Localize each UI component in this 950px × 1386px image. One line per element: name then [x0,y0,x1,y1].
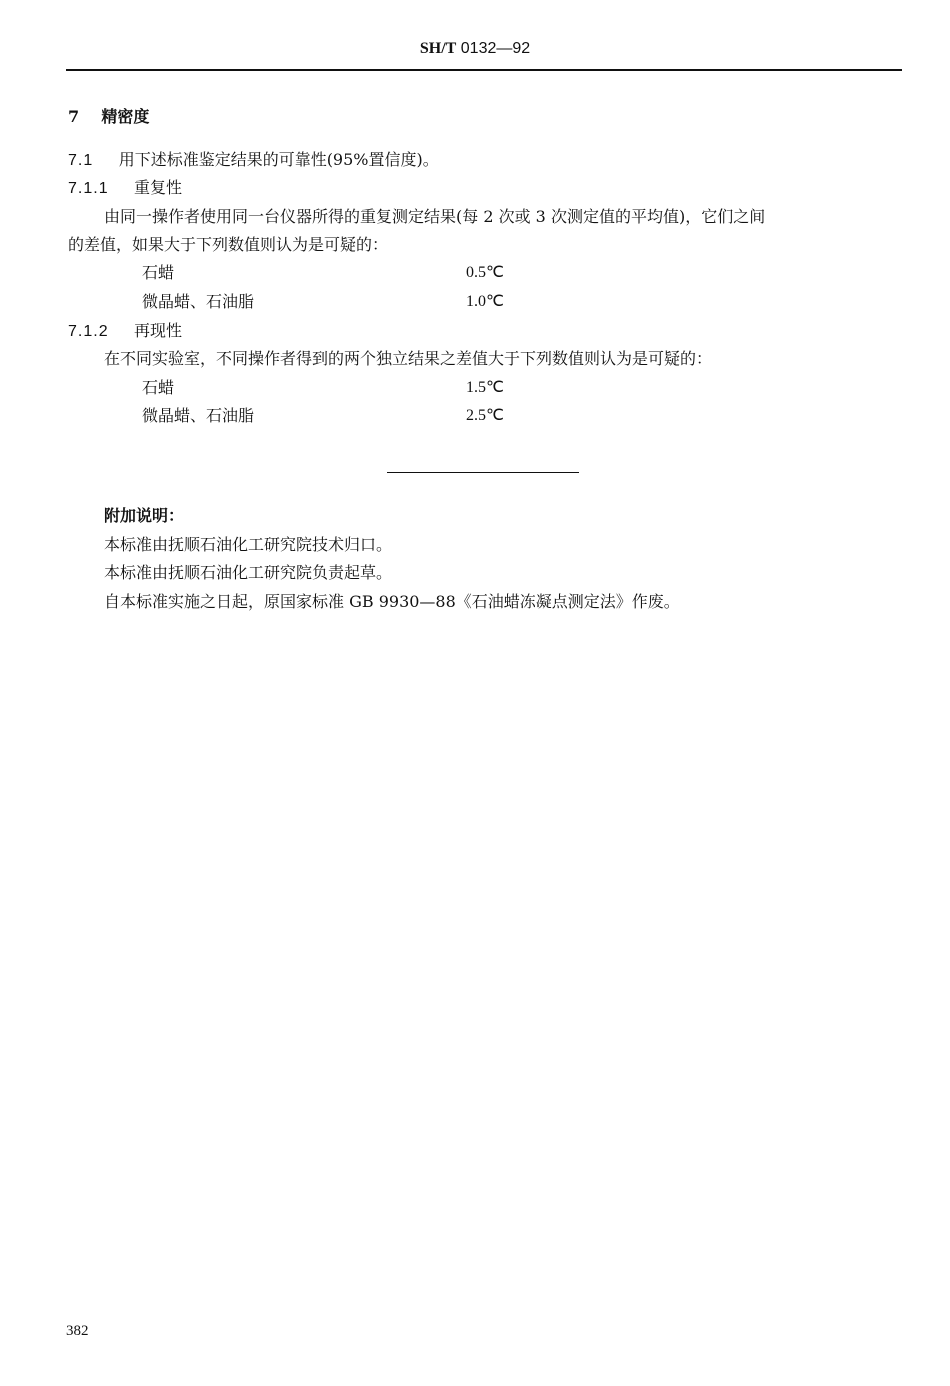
reproducibility-row-value: 2.5℃ [466,407,504,424]
section-7-1 [68,149,439,172]
standard-code-header [0,40,950,58]
section-7-1-2-title: 再现性 [134,321,183,340]
repeatability-row-label: 微晶蜡、石油脂 [142,292,255,311]
notes-line: 自本标准实施之日起，原国家标准 GB 9930—88《石油蜡冻凝点测定法》作废。 [104,592,680,611]
repeatability-paragraph-line2: 的差值，如果大于下列数值则认为是可疑的： [68,235,389,254]
section-7-1-1-number: 7.1.1 [68,180,109,197]
reproducibility-row-label: 石蜡 [142,378,175,397]
notes-line: 本标准由抚顺石油化工研究院技术归口。 [104,535,393,554]
section-7-1-1-heading [68,177,182,200]
section-7-1-text: 用下述标准鉴定结果的可靠性(95%置信度)。 [118,150,439,169]
header-rule [66,69,902,71]
reproducibility-paragraph: 在不同实验室，不同操作者得到的两个独立结果之差值大于下列数值则认为是可疑的： [104,349,713,368]
reproducibility-row-label: 微晶蜡、石油脂 [142,406,255,425]
standard-code-number: 0132—92 [460,40,531,57]
section-7-1-number: 7.1 [68,152,94,169]
section-7-1-2-number: 7.1.2 [68,323,109,340]
notes-title: 附加说明： [104,506,185,525]
section-7-number: 7 [68,107,80,126]
page-number: 382 [66,1323,89,1339]
section-7-1-1-title: 重复性 [134,178,183,197]
repeatability-paragraph-line1: 由同一操作者使用同一台仪器所得的重复测定结果(每 2 次或 3 次测定值的平均值)，它们之间 [104,207,766,226]
standard-code-prefix: SH/T [419,40,457,57]
section-7-1-2-heading [68,320,182,343]
section-separator [387,472,579,473]
repeatability-row-label: 石蜡 [142,263,175,282]
section-7-title: 精密度 [101,107,150,126]
reproducibility-row-value: 1.5℃ [466,379,504,396]
notes-line: 本标准由抚顺石油化工研究院负责起草。 [104,563,393,582]
repeatability-row-value: 1.0℃ [466,293,504,310]
repeatability-row-value: 0.5℃ [466,264,504,281]
section-7-heading [68,106,149,128]
